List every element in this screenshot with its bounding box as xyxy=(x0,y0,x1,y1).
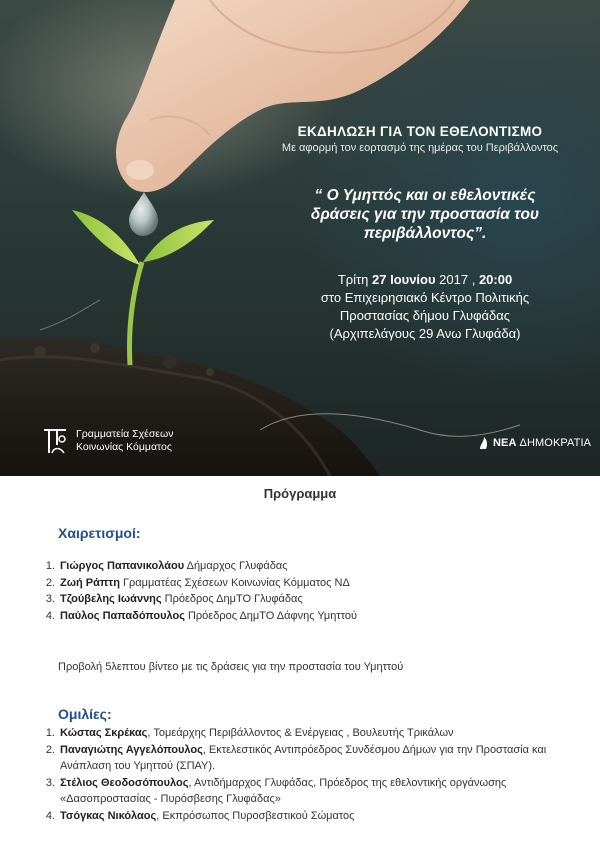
video-screening-note: Προβολή 5λεπτου βίντεο με τις δράσεις για την προστασία του Υμηττού xyxy=(58,661,404,673)
secretariat-logo xyxy=(42,427,173,455)
greetings-list xyxy=(36,558,576,624)
secretariat-line: Κοινωνίας Κόμματος xyxy=(76,441,172,453)
event-datetime: Τρίτη 27 Ιουνίου 2017 , 20:00 xyxy=(337,272,513,287)
event-date-venue xyxy=(280,271,570,343)
hand-shape xyxy=(116,0,470,192)
list-item: 4. Παύλος Παπαδόπουλος Πρόεδρος ΔημΤΟ Δάφνης Υμηττού xyxy=(45,609,358,622)
talks-heading: Ομιλίες: xyxy=(58,706,112,722)
event-title: ΕΚΔΗΛΩΣΗ ΓΙΑ ΤΟΝ ΕΘΕΛΟΝΤΙΣΜΟ xyxy=(297,124,543,139)
list-item: 1. Κώστας Σκρέκας, Τομεάρχης Περιβάλλοντος & Ενέργειας , Βουλευτής Τρικάλων xyxy=(45,727,454,739)
venue-line: Προστασίας δήμου Γλυφάδας xyxy=(339,308,511,323)
event-subtitle: Με αφορμή τον εορτασμό της ημέρας του Περιβάλλοντος xyxy=(281,142,559,154)
program-heading: Πρόγραμμα xyxy=(263,486,337,501)
nd-flame-icon xyxy=(478,436,490,450)
quote-line: περιβάλλοντος”. xyxy=(363,225,487,242)
secretariat-emblem-icon xyxy=(42,427,68,455)
sprout-stem xyxy=(130,262,143,365)
event-theme-quote xyxy=(265,186,585,243)
talks-list xyxy=(36,725,576,824)
list-item: 3. Στέλιος Θεοδοσόπουλος, Αντιδήμαρχος Γλυφάδας, Πρόεδρος της εθελοντικής οργάνωσης «Δασοπροστασίας - Πυρόσβεσης Γλυφάδας» xyxy=(45,776,507,805)
secretariat-line: Γραμματεία Σχέσεων xyxy=(76,428,174,440)
nea-dimokratia-logo: ΝΕΑ ΔΗΜΟΚΡΑΤΙΑ xyxy=(478,436,591,450)
list-item: 1. Γιώργος Παπανικολάου Δήμαρχος Γλυφάδας xyxy=(45,560,288,572)
list-item: 2. Ζωή Ράπτη Γραμματέας Σχέσεων Κοινωνίας Κόμματος ΝΔ xyxy=(45,576,350,589)
venue-line: στο Επιχειρησιακό Κέντρο Πολιτικής xyxy=(320,290,530,305)
quote-line: δράσεις για την προστασία του xyxy=(310,206,540,223)
greetings-heading: Χαιρετισμοί: xyxy=(58,525,141,541)
venue-line: (Αρχιπελάγους 29 Ανω Γλυφάδα) xyxy=(329,326,521,341)
list-item: 2. Παναγιώτης Αγγελόπουλος, Εκτελεστικός Αντιπρόεδρος Συνδέσμου Δήμων για την Προστασία και Ανάπλαση του Υμηττού (ΣΠΑΥ). xyxy=(45,743,547,772)
quote-line: “ Ο Υμηττός και οι εθελοντικές xyxy=(314,187,536,204)
water-drop-shape xyxy=(129,192,158,236)
list-item: 4. Τσόγκας Νικόλαος, Εκπρόσωπος Πυροσβεστικού Σώματος xyxy=(45,809,355,822)
list-item: 3. Τζούβελης Ιωάννης Πρόεδρος ΔημΤΟ Γλυφάδας xyxy=(45,593,303,605)
